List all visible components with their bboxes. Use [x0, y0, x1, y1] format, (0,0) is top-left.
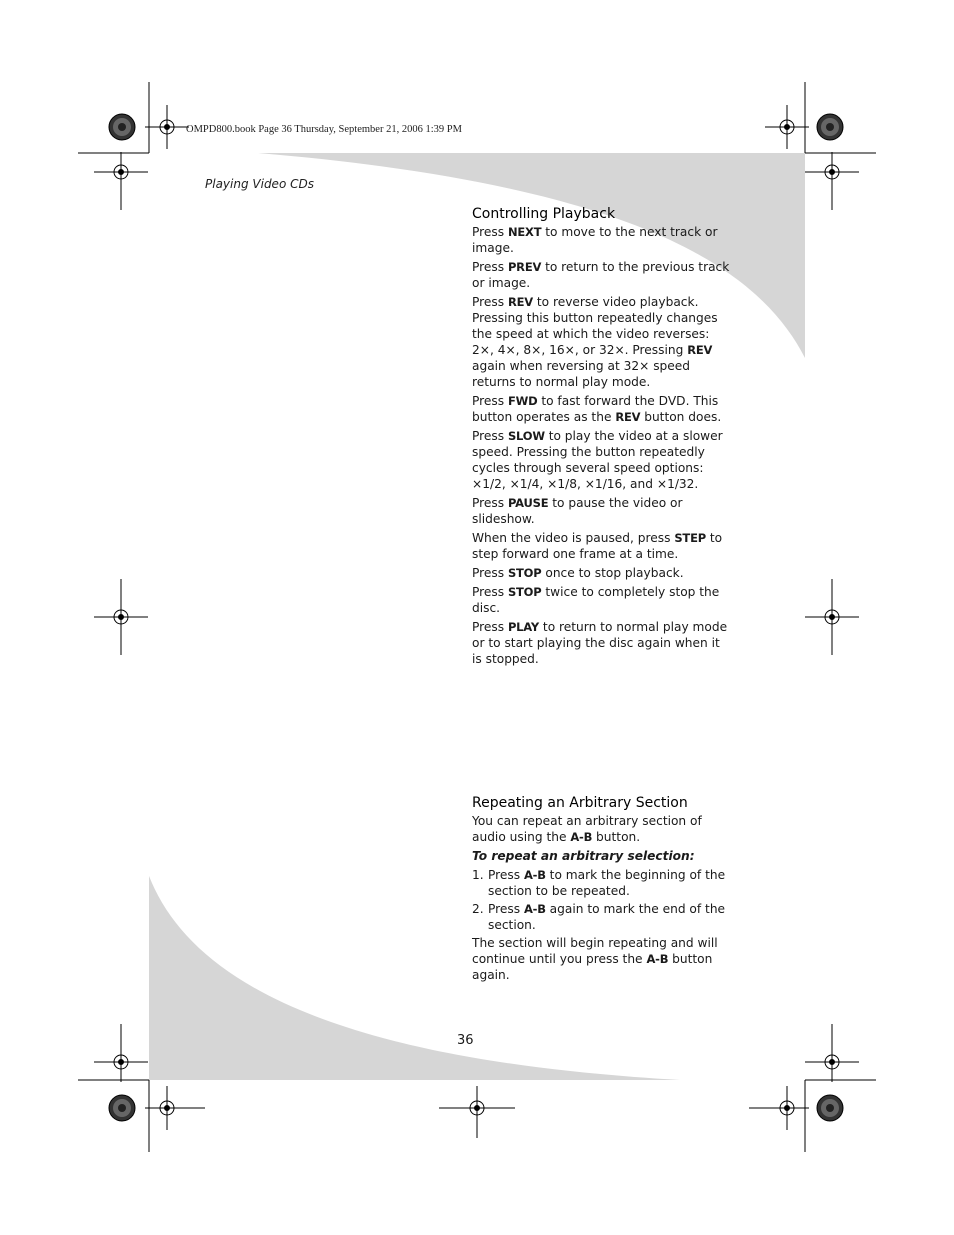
- instruction-paragraph: Press PLAY to return to normal play mode or to start playing the disc again when it is stopped.: [472, 620, 728, 666]
- closing-paragraph: The section will begin repeating and will continue until you press the A-B button again.: [472, 936, 718, 982]
- section-title: Controlling Playback: [472, 206, 616, 222]
- instruction-paragraph: Press NEXT to move to the next track or image.: [472, 225, 718, 255]
- step-item: 2. Press A-B again to mark the end of the section.: [472, 902, 726, 932]
- intro-paragraph: You can repeat an arbitrary section of audio using the A-B button.: [472, 814, 702, 844]
- instruction-paragraph: Press PAUSE to pause the video or slideshow.: [472, 496, 683, 526]
- section-title: Repeating an Arbitrary Section: [472, 795, 688, 811]
- paragraph-list: [472, 224, 730, 667]
- instruction-paragraph: When the video is paused, press STEP to step forward one frame at a time.: [472, 531, 723, 561]
- page-number: 36: [457, 1033, 474, 1048]
- instruction-paragraph: Press PREV to return to the previous track or image.: [472, 260, 730, 290]
- print-header: OMPD800.book Page 36 Thursday, September 21, 2006 1:39 PM: [186, 124, 462, 135]
- instruction-paragraph: Press REV to reverse video playback. Pressing this button repeatedly changes the speed at which the video reverses: 2×, 4×, 8×, 16×, or 32×. Pressing REV again when reversing at 32× speed returns to normal play mode.: [472, 295, 718, 389]
- step-item: 1. Press A-B to mark the beginning of the section to be repeated.: [472, 868, 726, 898]
- repeating-section: [472, 794, 730, 986]
- instruction-paragraph: Press SLOW to play the video at a slower speed. Pressing the button repeatedly cycles through several speed options: ×1/2, ×1/4, ×1/8, ×1/16, and ×1/32.: [472, 429, 723, 491]
- controlling-playback-section: [472, 205, 730, 670]
- instruction-paragraph: Press FWD to fast forward the DVD. This button operates as the REV button does.: [472, 394, 722, 424]
- procedure-title: To repeat an arbitrary selection:: [472, 849, 695, 863]
- running-head: Playing Video CDs: [205, 177, 314, 191]
- instruction-paragraph: Press STOP once to stop playback.: [472, 566, 684, 580]
- instruction-paragraph: Press STOP twice to completely stop the disc.: [472, 585, 720, 615]
